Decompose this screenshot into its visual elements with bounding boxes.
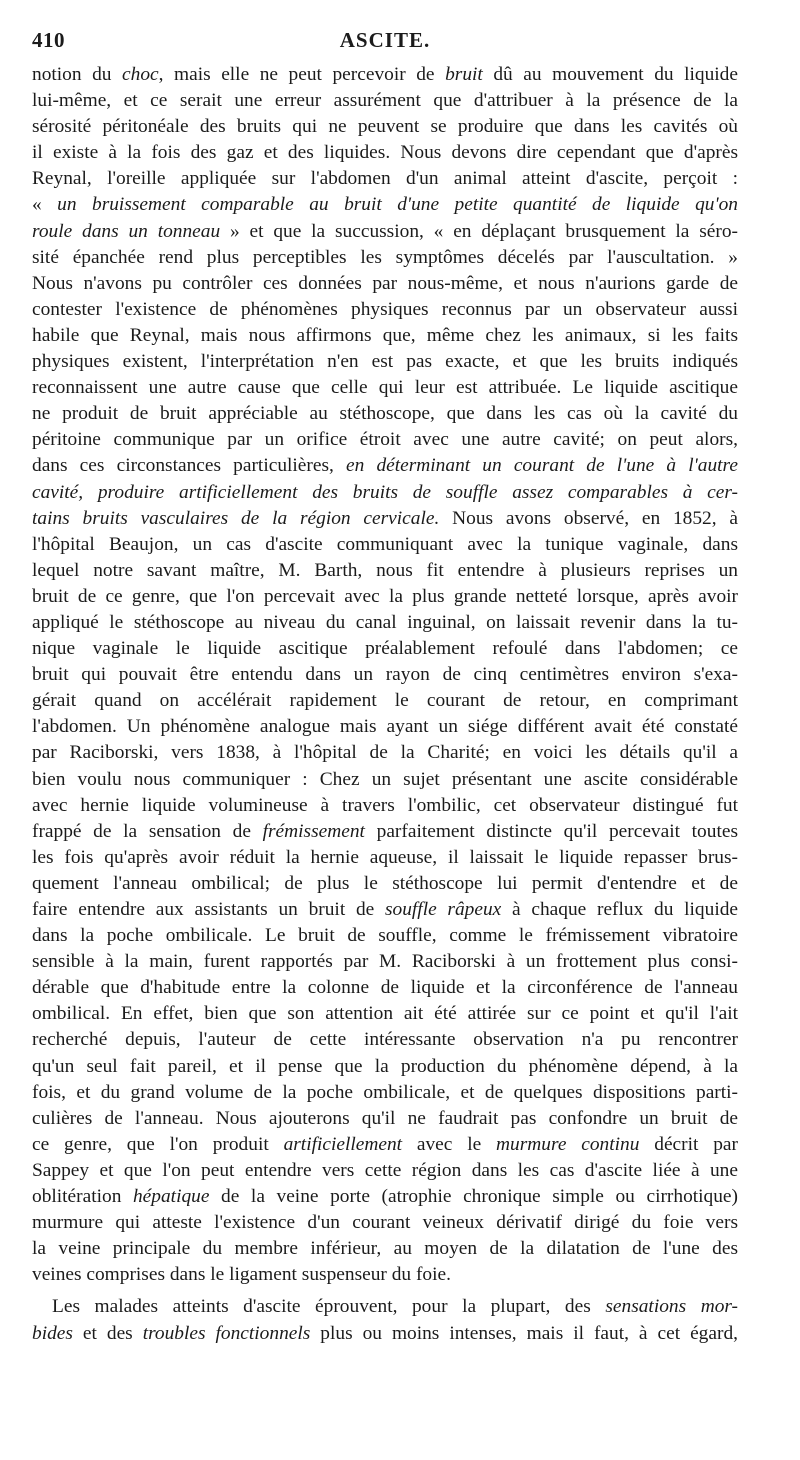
text-line [32,114,738,140]
italic-span: roule dans un tonneau [32,220,221,242]
text-span: quement l'anneau ombilical; de plus le stéthoscope lui permit d'entendre et de [32,872,738,894]
italic-span: en déterminant un courant de l'une à l'autre [346,455,738,477]
text-line [32,793,738,819]
italic-span: sensations mor- [605,1296,738,1318]
text-span: faire entendre aux assistants un bruit de [32,899,385,920]
text-span: nique vaginale le liquide ascitique préalablement refoulé dans l'abdomen; ce [32,638,738,660]
text-line [32,636,738,662]
text-span: dans la poche ombilicale. Le bruit de souffle, comme le frémissement vibratoire [32,925,738,947]
text-line [32,871,738,897]
text-span: contester l'existence de phénomènes physiques reconnus par un observateur aussi [32,298,738,320]
text-span: culières de l'anneau. Nous ajouterons qu'il ne faudrait pas confondre un bruit de [32,1107,738,1129]
text-span: bien voulu nous communiquer : Chez un sujet présentant une ascite considérable [32,768,738,790]
text-line [32,1236,738,1262]
text-span: frappé de la sensation de [32,820,263,842]
text-span: lequel notre savant maître, M. Barth, nous fit entendre à plusieurs reprises un [32,559,738,581]
text-span: dans ces circonstances particulières, [32,455,346,477]
italic-span: souffle râpeux [384,899,502,920]
text-span: par Raciborski, vers 1838, à l'hôpital de la Charité; en voici les détails qu'il a [32,742,738,764]
text-span: ne produit de bruit appréciable au stéthoscope, que dans les cas où la cavité du [32,403,738,425]
text-span: parfaitement distincte qu'il percevait toutes [364,820,738,842]
text-span: il existe à la fois des gaz et des liquides. Nous devons dire cependant que d'après [32,142,738,164]
text-line [32,140,738,166]
italic-span: tains bruits vasculaires de la région cervicale. [32,507,440,529]
text-line [32,819,738,845]
text-span: les fois qu'après avoir réduit la hernie aqueuse, il laissait le liquide repasser brus- [32,846,738,868]
text-line [32,166,738,192]
italic-span: hépatique [132,1186,210,1208]
text-line [32,323,738,349]
text-span: péritoine communique par un orifice étroit avec une autre cavité; on peut alors, [32,429,738,451]
text-line [32,297,738,323]
text-line [32,88,738,114]
text-line [32,584,738,610]
text-line [32,427,738,453]
text-line [32,506,738,532]
text-line [32,1132,738,1158]
text-line [32,923,738,949]
text-span: de la veine porte (atrophie chronique simple ou cirrhotique) [209,1186,738,1208]
italic-span: murmure continu [496,1133,640,1155]
text-line [32,845,738,871]
text-span: dérable que d'habitude entre la colonne de liquide et la circonférence de l'anneau [32,977,738,999]
text-line [32,1027,738,1053]
text-line [32,558,738,584]
text-span: Sappey et que l'on peut entendre vers cette région dans les cas d'ascite liée à une [32,1159,738,1181]
text-span: la veine principale du membre inférieur, au moyen de la dilatation de l'une des [32,1238,738,1260]
italic-span: bruit [445,64,483,85]
body-text [32,62,738,1347]
text-span: oblitération [32,1186,133,1208]
text-line [32,1294,738,1320]
text-line [32,62,738,88]
text-span: l'abdomen. Un phénomène analogue mais ayant un siége différent avait été constaté [32,716,738,738]
text-span: appliqué le stéthoscope au niveau du canal inguinal, on laissait revenir dans la tu- [32,611,738,633]
text-line [32,714,738,740]
text-line [32,349,738,375]
text-span: fois, et du grand volume de la poche ombilicale, et de quelques dispositions parti- [32,1081,738,1103]
text-span: Reynal, l'oreille appliquée sur l'abdomen d'un animal atteint d'ascite, perçoit : [32,168,738,190]
text-line [32,192,738,218]
text-span: » et que la succussion, « en déplaçant brusquement la séro- [220,220,738,242]
text-span: et des [72,1322,143,1344]
text-span: décrit par [639,1133,738,1155]
text-line [32,662,738,688]
text-line [32,975,738,1001]
text-span: avec le [402,1133,497,1155]
italic-span: artificiellement [283,1133,403,1155]
text-span: gérait quand on accélérait rapidement le courant de retour, en comprimant [32,690,738,712]
text-line [32,1210,738,1236]
text-span: sérosité péritonéale des bruits qui ne peuvent se produire que dans les cavités où [32,116,738,138]
text-line [32,1184,738,1210]
text-line [32,271,738,297]
text-span: recherché depuis, l'auteur de cette intéressante observation n'a pu rencontrer [32,1029,738,1051]
text-line [32,1262,738,1288]
text-span: Nous n'avons pu contrôler ces données par nous-même, et nous n'aurions garde de [32,272,738,294]
text-span: bruit de ce genre, que l'on percevait avec la plus grande netteté lorsque, après avoir [32,585,738,607]
text-line [32,688,738,714]
text-span: notion du [32,64,123,85]
text-line [32,610,738,636]
running-title: ASCITE. [339,28,431,52]
text-line [32,532,738,558]
text-line [32,1080,738,1106]
text-line [32,480,738,506]
text-line [32,740,738,766]
text-line [32,453,738,479]
text-span: qu'un seul fait pareil, et il pense que la production du phénomène dépend, à la [32,1055,738,1077]
text-line [32,767,738,793]
text-line [32,1001,738,1027]
text-line [32,245,738,271]
text-span: avec hernie liquide volumineuse à travers l'ombilic, cet observateur distingué fut [32,794,738,816]
text-span: sensible à la main, furent rapportés par M. Raciborski à un frottement plus consi- [32,951,738,973]
text-span: dû au mouvement du liquide [482,64,738,85]
text-span: ombilical. En effet, bien que son attention ait été attirée sur ce point et qu'il l'ait [32,1003,738,1025]
page-number: 410 [32,28,65,52]
italic-span: cavité, produire artificiellement des bruits de souffle assez comparables à cer- [32,481,738,503]
text-span: l'hôpital Beaujon, un cas d'ascite communiquant avec la tunique vaginale, dans [32,533,738,555]
text-span: veines comprises dans le ligament suspenseur du foie. [32,1264,451,1286]
text-line [32,375,738,401]
text-span: bruit qui pouvait être entendu dans un rayon de cinq centimètres environ s'exa- [32,664,738,686]
italic-span: troubles fonctionnels [142,1322,311,1344]
text-line [32,1158,738,1184]
italic-span: un bruissement comparable au bruit d'une petite quantité de liquide qu'on [57,194,738,216]
page-header [32,28,738,58]
text-span: habile que Reynal, mais nous affirmons que, même chez les animaux, si les faits [32,324,738,346]
text-span: à chaque reflux du liquide [501,899,738,920]
text-span: sité épanchée rend plus perceptibles les symptômes décelés par l'auscultation. » [32,246,738,268]
text-span: , mais elle ne peut percevoir de [158,64,446,85]
text-line [32,1106,738,1132]
text-span: physiques existent, l'interprétation n'en est pas exacte, et que les bruits indiqués [32,351,738,373]
italic-span: choc [122,64,159,85]
text-span: Nous avons observé, en 1852, à [439,507,738,529]
text-span: murmure qui atteste l'existence d'un courant veineux dérivatif dirigé du foie vers [32,1212,738,1234]
text-line [32,897,738,923]
text-line [32,1321,738,1347]
text-line [32,1054,738,1080]
text-line [32,949,738,975]
text-line [32,219,738,245]
text-span: plus ou moins intenses, mais il faut, à cet égard, [310,1322,738,1344]
italic-span: frémissement [262,820,365,842]
text-span: ce genre, que l'on produit [32,1133,284,1155]
text-line [32,401,738,427]
text-span: lui-même, et ce serait une erreur assurément que d'attribuer à la présence de la [32,90,738,112]
text-span: reconnaissent une autre cause que celle qui leur est attribuée. Le liquide ascitique [32,377,738,399]
text-span: Les malades atteints d'ascite éprouvent, pour la plupart, des [52,1296,606,1318]
italic-span: bides [32,1322,73,1344]
text-span: « [32,194,58,216]
